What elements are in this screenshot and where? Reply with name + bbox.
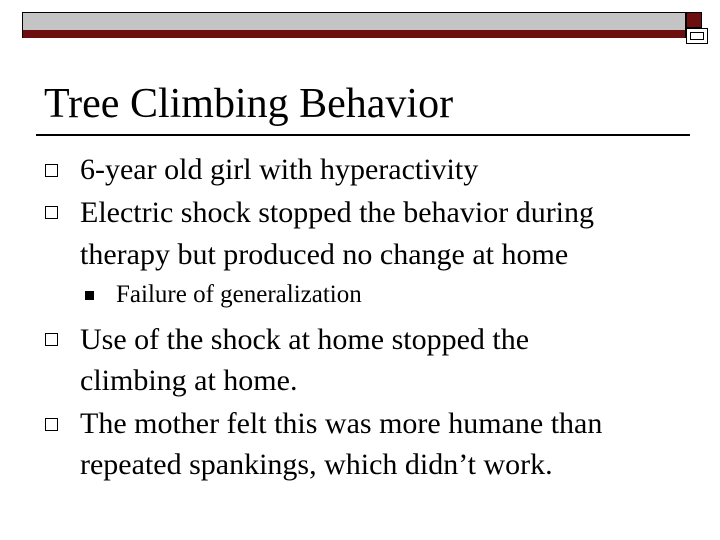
- filled-square-bullet-icon: [85, 291, 94, 300]
- sub-bullet-1: Failure of generalization: [116, 281, 362, 308]
- hollow-square-bullet-icon: [45, 418, 58, 431]
- bullet-2-line-1: Electric shock stopped the behavior during: [80, 196, 595, 229]
- band-stripe: [23, 30, 685, 38]
- bullet-1: 6-year old girl with hyperactivity: [80, 153, 479, 186]
- bullet-3-line-1: Use of the shock at home stopped the: [80, 323, 530, 356]
- corner-square-outline: [686, 28, 708, 44]
- hollow-square-bullet-icon: [45, 206, 58, 219]
- hollow-square-bullet-icon: [45, 164, 58, 177]
- bullet-3-line-2: climbing at home.: [80, 364, 298, 397]
- bullet-2-line-2: therapy but produced no change at home: [80, 238, 569, 271]
- title-underline: [36, 134, 690, 136]
- hollow-square-bullet-icon: [45, 333, 58, 346]
- bullet-4-line-2: repeated spankings, which didn’t work.: [80, 448, 553, 481]
- slide-title: Tree Climbing Behavior: [44, 81, 454, 127]
- corner-square-filled: [686, 12, 702, 28]
- bullet-4-line-1: The mother felt this was more humane than: [80, 407, 603, 440]
- top-decorative-band: [22, 12, 686, 38]
